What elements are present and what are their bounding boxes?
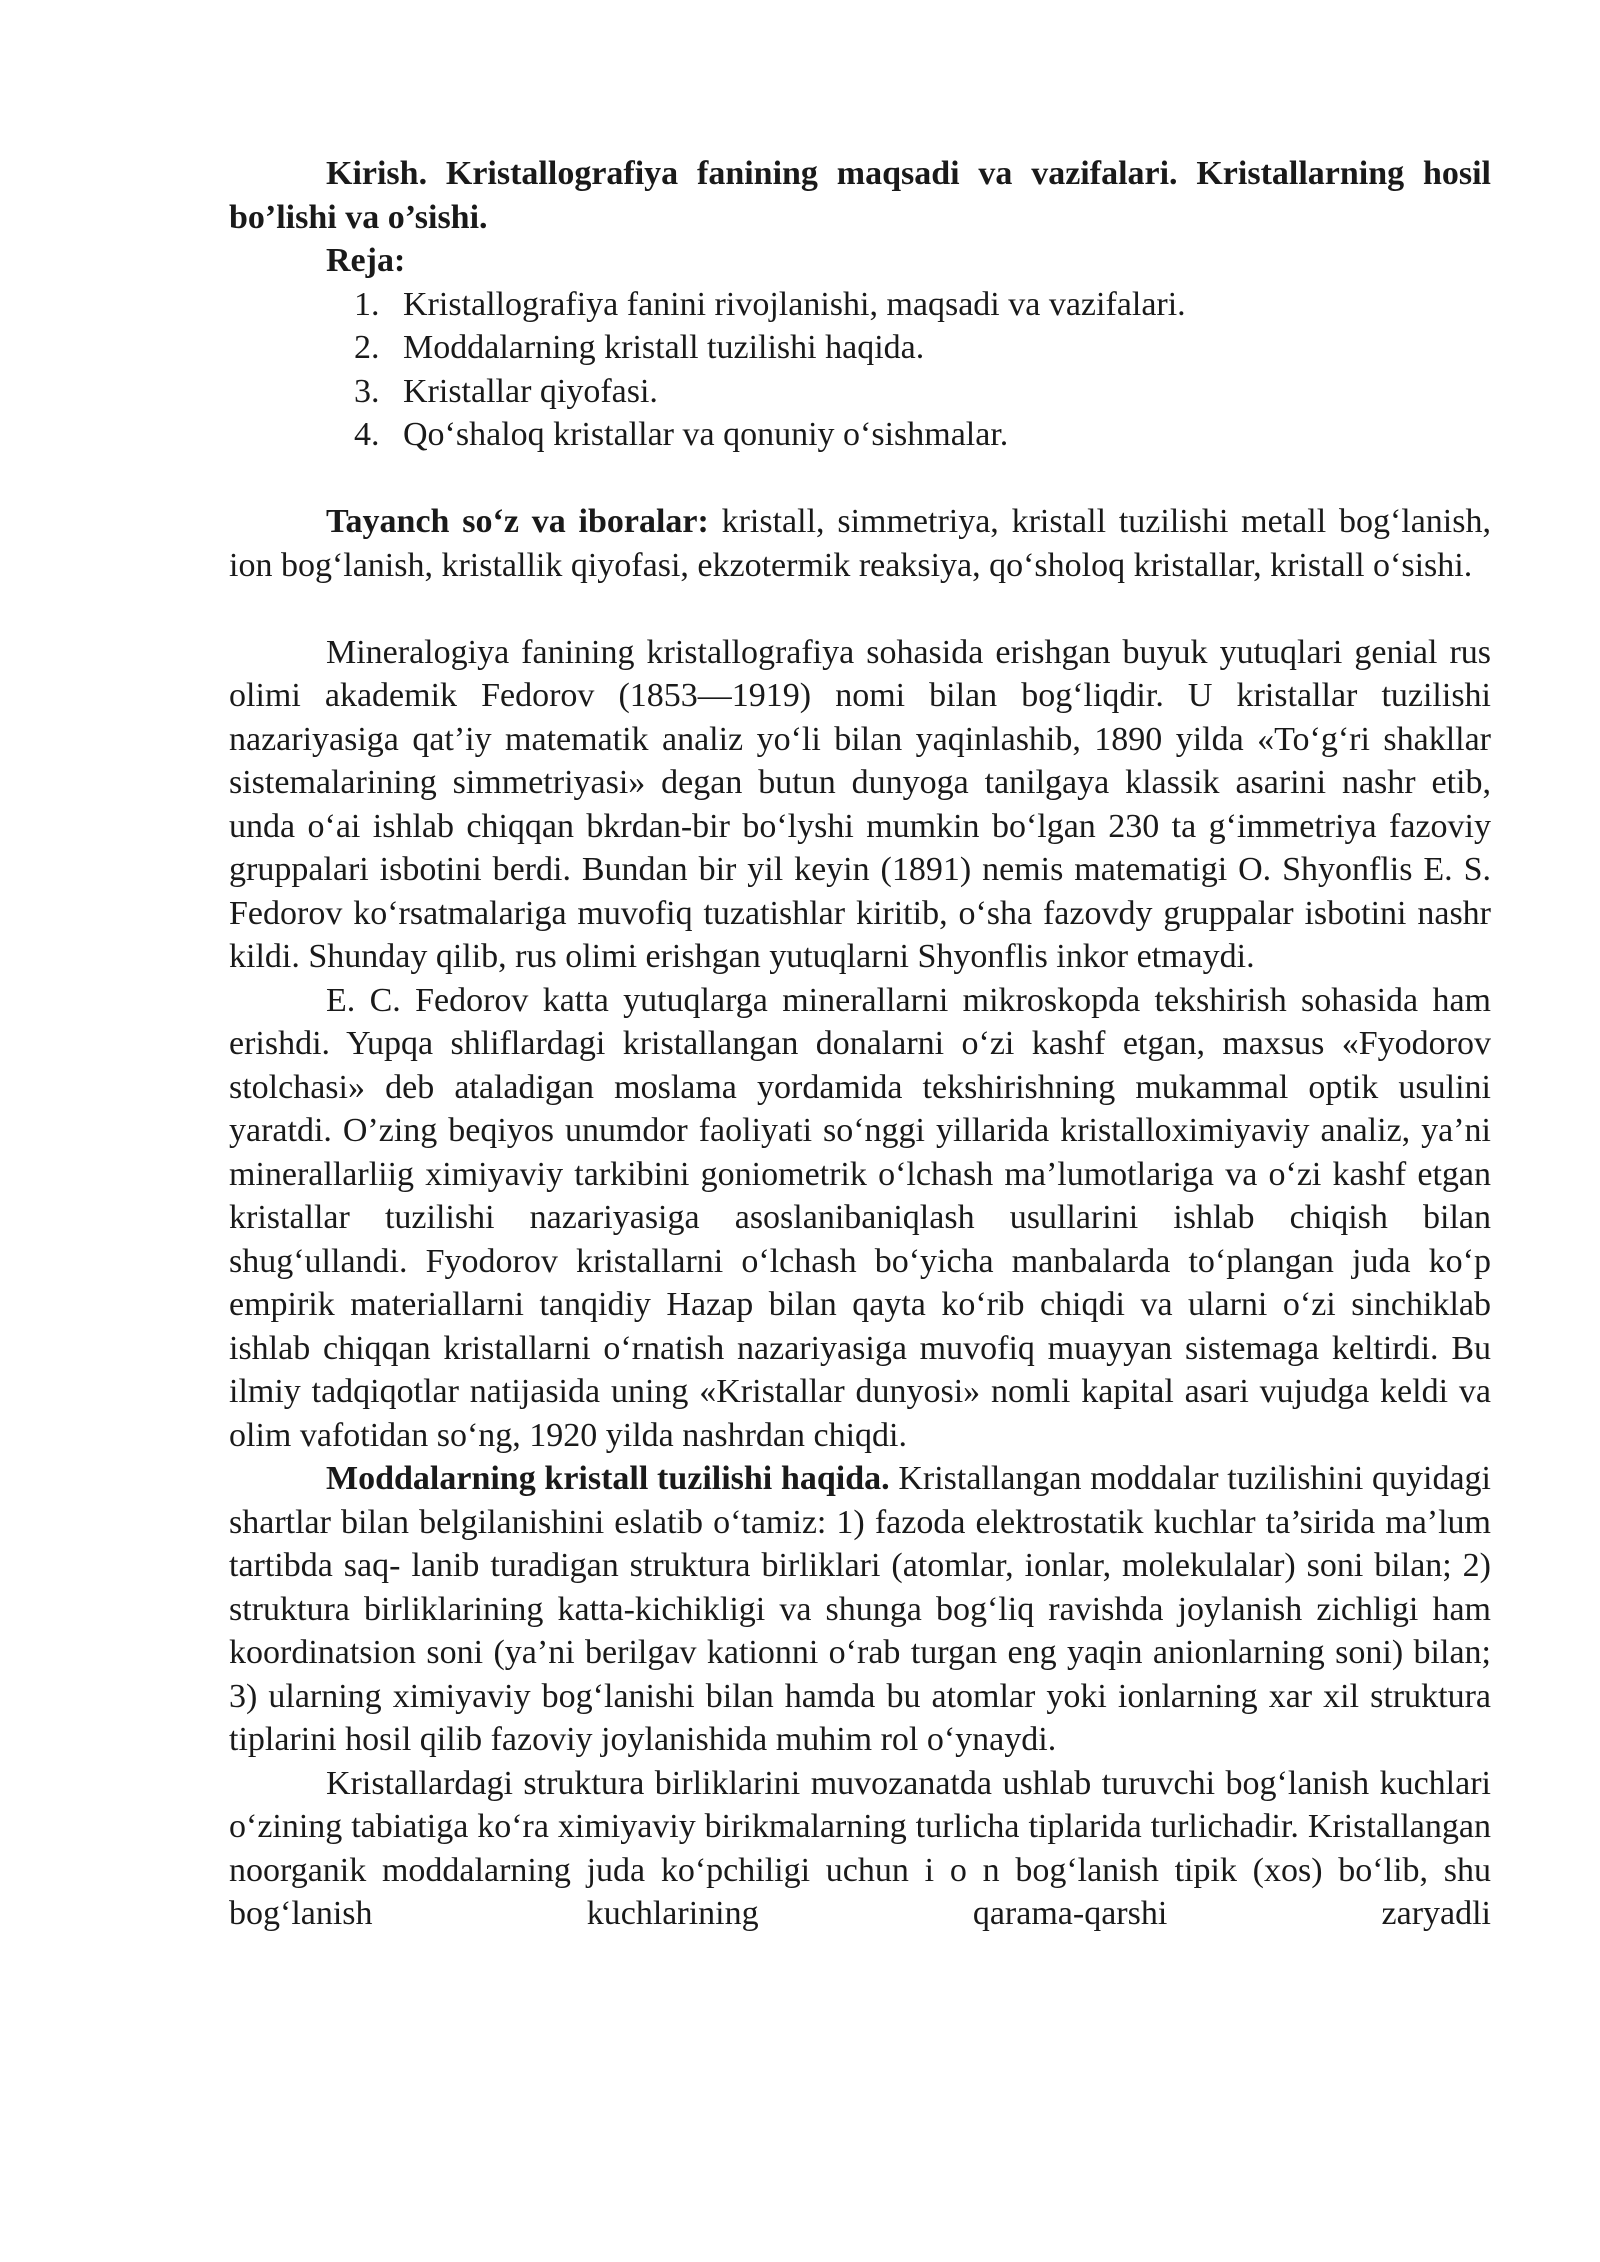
plan-item-number: 4. [354,416,380,453]
document-page [229,152,1491,1936]
plan-label: Reja: [326,242,406,279]
section-heading: Moddalarning kristall tuzilishi haqida. [326,1460,890,1497]
plan-item-text: Kristallografiya fanini rivojlanishi, maqsadi va vazifalari. [403,285,1186,323]
body-paragraph-4: Kristallardagi struktura birliklarini muvozanatda ushlab turuvchi bog‘lanish kuchlari o‘zining tabiatiga ko‘ra ximiyaviy birikmalarning turlicha tiplarida turlichadir. Kristallangan noorganik moddalarning juda ko‘pchiligi uchun i o n bog‘lanish tipik (xos) bo‘lib, shu bog‘lanish kuchlarining qarama-qarshi zaryadli [229,1764,1491,1932]
plan-item-text: Moddalarning kristall tuzilishi haqida. [403,329,925,366]
plan-item-text: Kristallar qiyofasi. [403,372,658,410]
plan-item [229,283,1491,327]
document-title: Kirish. Kristallografiya fanining maqsadi va vazifalari. Kristallarning hosil bo’lishi va o’sishi. [229,155,1491,236]
body-paragraph-3 [229,1457,1491,1762]
keywords-text: kristall, simmetriya, kristall tuzilishi metall bog‘lanish, ion bog‘lanish, kristallik qiyofasi, ekzotermik reaksiya, qo‘sholoq kristallar, kristall o‘sishi. [229,503,1491,584]
body-paragraph-1: Mineralogiya fanining kristallografiya sohasida erishgan buyuk yutuqlari genial rus olimi akademik Fedorov (1853—1919) nomi bilan bog‘liqdir. U kristallar tuzilishi nazariyasiga qat’iy matematik analiz yo‘li bilan yaqinlashib, 1890 yilda «To‘g‘ri shakllar sistemalarining simmetriyasi» degan butun dunyoga tanilgaya klassik asarini nashr etib, unda o‘ai ishlab chiqqan bkrdan-bir bo‘lyshi mumkin bo‘lgan 230 ta g‘immetriya fazoviy gruppalari isbotini berdi. Bundan bir yil keyin (1891) nemis matematigi O. Shyonflis E. S. Fedorov ko‘rsatmalariga muvofiq tuzatishlar kiritib, o‘sha fazovdy gruppalar isbotini nashr kildi. Shunday qilib, rus olimi erishgan yutuqlarni Shyonflis inkor etmaydi. [229,633,1491,975]
plan-item [229,370,1491,414]
plan-item [229,413,1491,457]
section-text: Kristallangan moddalar tuzilishini quyidagi shartlar bilan belgilanishini eslatib o‘tamiz: 1) fazoda elektrostatik kuchlar ta’sirida ma’lum tartibda saq- lanib turadigan struktura birliklari (atomlar, ionlar, molekulalar) soni bilan; 2) struktura birliklarining katta-kichikligi va shunga bog‘liq ravishda joylanish zichligi ham koordinatsion soni (ya’ni berilgav kationni o‘rab turgan eng yaqin anionlarning soni) bilan; 3) ularning ximiyaviy bog‘lanishi bilan hamda bu atomlar yoki ionlarning xar xil struktura tiplarini hosil qilib fazoviy joylanishida muhim rol o‘ynaydi. [229,1460,1491,1758]
plan-item-number: 2. [354,329,380,366]
plan-list [229,283,1491,457]
keywords-label: Tayanch so‘z va iboralar: [326,503,709,540]
spacer [229,587,1491,631]
keywords-paragraph [229,500,1491,587]
spacer [229,457,1491,501]
plan-item-text: Qo‘shaloq kristallar va qonuniy o‘sishmalar. [403,416,1009,453]
plan-item-number: 3. [354,372,380,410]
plan-item-number: 1. [354,285,380,323]
plan-item [229,326,1491,370]
body-paragraph-2: E. C. Fedorov katta yutuqlarga minerallarni mikroskopda tekshirish sohasida ham erishdi. Yupqa shliflardagi kristallangan donalarni o‘zi kashf etgan, maxsus «Fyodorov stolchasi» deb ataladigan moslama yordamida tekshirishning mukammal optik usulini yaratdi. O’zing beqiyos unumdor faoliyati so‘nggi yillarida kristalloximiyaviy analiz, ya’ni minerallarliig ximiyaviy tarkibini goniometrik o‘lchash ma’lumotlariga va o‘zi kashf etgan kristallar tuzilishi nazariyasiga asoslanibaniqlash usullarini ishlab chiqish bilan shug‘ullandi. Fyodorov kristallarni o‘lchash bo‘yicha manbalarda to‘plangan juda ko‘p empirik materiallarni tanqidiy Hazap bilan qayta ko‘rib chiqdi va ularni o‘zi sinchiklab ishlab chiqqan kristallarni o‘rnatish nazariyasiga muvofiq muayyan sistemaga keltirdi. Bu ilmiy tadqiqotlar natijasida uning «Kristallar dunyosi» nomli kapital asari vujudga keldi va olim vafotidan so‘ng, 1920 yilda nashrdan chiqdi. [229,981,1491,1454]
